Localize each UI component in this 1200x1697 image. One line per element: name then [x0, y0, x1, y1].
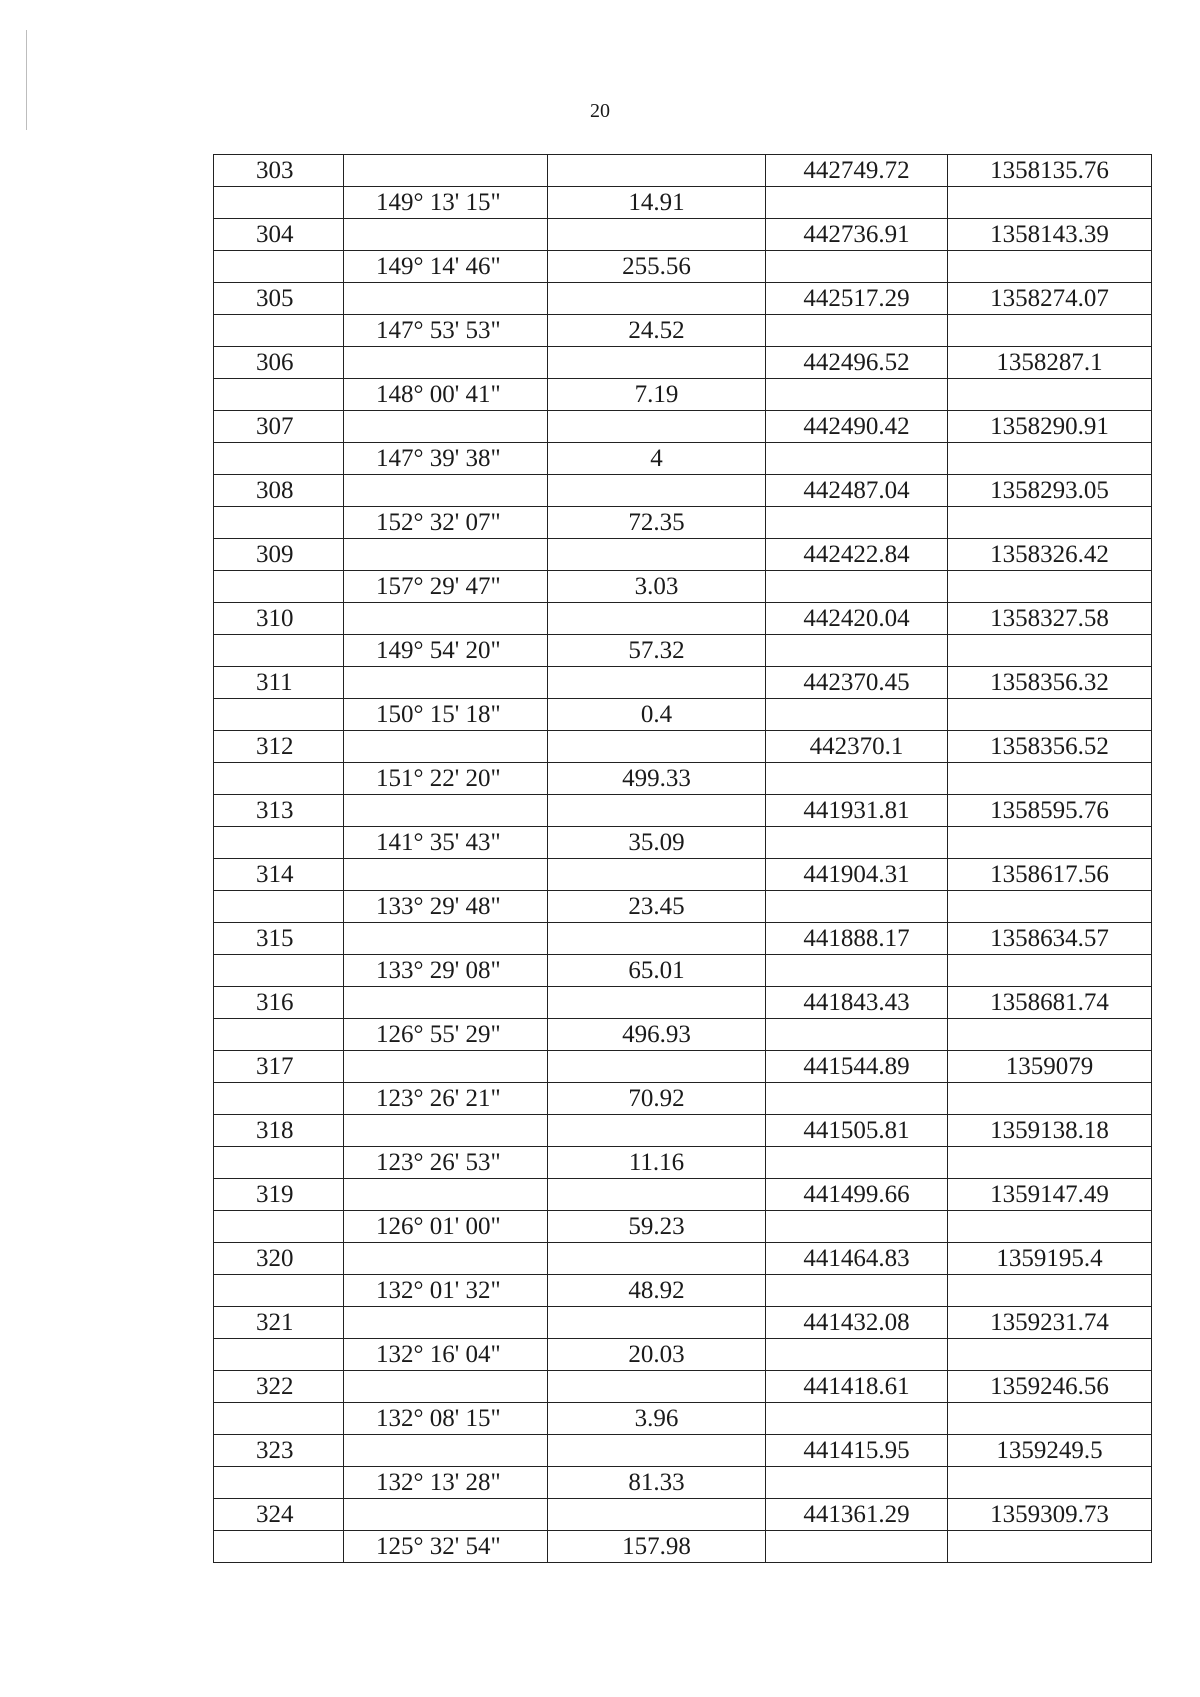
empty-cell [214, 1275, 344, 1307]
bearing-cell: 157° 29' 47" [344, 571, 548, 603]
northing-cell: 441432.08 [766, 1307, 948, 1339]
empty-cell [344, 667, 548, 699]
empty-cell [344, 795, 548, 827]
easting-cell: 1358287.1 [948, 347, 1152, 379]
empty-cell [548, 731, 766, 763]
empty-cell [766, 315, 948, 347]
line-row [214, 507, 1152, 539]
line-row [214, 1275, 1152, 1307]
line-row [214, 1019, 1152, 1051]
line-row [214, 763, 1152, 795]
distance-cell: 70.92 [548, 1083, 766, 1115]
easting-cell: 1359147.49 [948, 1179, 1152, 1211]
empty-cell [948, 1403, 1152, 1435]
point-number-cell: 304 [214, 219, 344, 251]
empty-cell [214, 443, 344, 475]
empty-cell [214, 1083, 344, 1115]
empty-cell [948, 827, 1152, 859]
empty-cell [214, 827, 344, 859]
northing-cell: 441464.83 [766, 1243, 948, 1275]
point-row [214, 859, 1152, 891]
point-number-cell: 316 [214, 987, 344, 1019]
empty-cell [766, 1147, 948, 1179]
empty-cell [548, 1307, 766, 1339]
northing-cell: 442517.29 [766, 283, 948, 315]
empty-cell [766, 1019, 948, 1051]
bearing-cell: 126° 55' 29" [344, 1019, 548, 1051]
empty-cell [948, 891, 1152, 923]
empty-cell [948, 1531, 1152, 1563]
easting-cell: 1358327.58 [948, 603, 1152, 635]
empty-cell [948, 1211, 1152, 1243]
empty-cell [766, 251, 948, 283]
empty-cell [214, 955, 344, 987]
table-body [214, 155, 1152, 1563]
empty-cell [766, 763, 948, 795]
bearing-cell: 147° 53' 53" [344, 315, 548, 347]
empty-cell [766, 1083, 948, 1115]
bearing-cell: 133° 29' 48" [344, 891, 548, 923]
line-row [214, 699, 1152, 731]
easting-cell: 1358617.56 [948, 859, 1152, 891]
point-number-cell: 315 [214, 923, 344, 955]
bearing-cell: 147° 39' 38" [344, 443, 548, 475]
survey-coordinates-table [213, 154, 1152, 1563]
point-number-cell: 324 [214, 1499, 344, 1531]
northing-cell: 442749.72 [766, 155, 948, 187]
empty-cell [948, 443, 1152, 475]
bearing-cell: 152° 32' 07" [344, 507, 548, 539]
empty-cell [766, 635, 948, 667]
empty-cell [548, 1371, 766, 1403]
northing-cell: 441505.81 [766, 1115, 948, 1147]
bearing-cell: 149° 13' 15" [344, 187, 548, 219]
easting-cell: 1358290.91 [948, 411, 1152, 443]
empty-cell [214, 1339, 344, 1371]
empty-cell [548, 475, 766, 507]
bearing-cell: 132° 08' 15" [344, 1403, 548, 1435]
northing-cell: 442370.45 [766, 667, 948, 699]
empty-cell [344, 859, 548, 891]
easting-cell: 1358634.57 [948, 923, 1152, 955]
bearing-cell: 151° 22' 20" [344, 763, 548, 795]
point-number-cell: 323 [214, 1435, 344, 1467]
bearing-cell: 132° 16' 04" [344, 1339, 548, 1371]
empty-cell [548, 155, 766, 187]
distance-cell: 3.96 [548, 1403, 766, 1435]
line-row [214, 1211, 1152, 1243]
bearing-cell: 132° 01' 32" [344, 1275, 548, 1307]
empty-cell [344, 1307, 548, 1339]
empty-cell [214, 1147, 344, 1179]
point-number-cell: 321 [214, 1307, 344, 1339]
northing-cell: 441931.81 [766, 795, 948, 827]
line-row [214, 635, 1152, 667]
empty-cell [766, 187, 948, 219]
point-number-cell: 320 [214, 1243, 344, 1275]
point-number-cell: 319 [214, 1179, 344, 1211]
empty-cell [214, 1019, 344, 1051]
line-row [214, 827, 1152, 859]
point-row [214, 347, 1152, 379]
empty-cell [344, 219, 548, 251]
empty-cell [948, 379, 1152, 411]
empty-cell [948, 1275, 1152, 1307]
easting-cell: 1358135.76 [948, 155, 1152, 187]
easting-cell: 1359195.4 [948, 1243, 1152, 1275]
bearing-cell: 123° 26' 53" [344, 1147, 548, 1179]
empty-cell [766, 955, 948, 987]
northing-cell: 442422.84 [766, 539, 948, 571]
line-row [214, 571, 1152, 603]
bearing-cell: 149° 54' 20" [344, 635, 548, 667]
empty-cell [948, 635, 1152, 667]
distance-cell: 57.32 [548, 635, 766, 667]
point-row [214, 475, 1152, 507]
empty-cell [548, 795, 766, 827]
point-number-cell: 322 [214, 1371, 344, 1403]
empty-cell [344, 731, 548, 763]
point-number-cell: 317 [214, 1051, 344, 1083]
point-number-cell: 306 [214, 347, 344, 379]
empty-cell [548, 1051, 766, 1083]
empty-cell [548, 411, 766, 443]
empty-cell [344, 1371, 548, 1403]
empty-cell [344, 283, 548, 315]
empty-cell [766, 443, 948, 475]
empty-cell [344, 155, 548, 187]
page-number: 20 [590, 100, 610, 122]
line-row [214, 1339, 1152, 1371]
empty-cell [344, 1499, 548, 1531]
empty-cell [548, 859, 766, 891]
point-number-cell: 303 [214, 155, 344, 187]
empty-cell [344, 923, 548, 955]
bearing-cell: 126° 01' 00" [344, 1211, 548, 1243]
easting-cell: 1358356.52 [948, 731, 1152, 763]
line-row [214, 1147, 1152, 1179]
line-row [214, 379, 1152, 411]
distance-cell: 48.92 [548, 1275, 766, 1307]
point-row [214, 603, 1152, 635]
empty-cell [214, 763, 344, 795]
easting-cell: 1358293.05 [948, 475, 1152, 507]
northing-cell: 442490.42 [766, 411, 948, 443]
empty-cell [766, 1275, 948, 1307]
bearing-cell: 133° 29' 08" [344, 955, 548, 987]
easting-cell: 1359246.56 [948, 1371, 1152, 1403]
distance-cell: 11.16 [548, 1147, 766, 1179]
line-row [214, 1403, 1152, 1435]
point-row [214, 219, 1152, 251]
empty-cell [344, 1243, 548, 1275]
northing-cell: 441361.29 [766, 1499, 948, 1531]
line-row [214, 315, 1152, 347]
empty-cell [344, 987, 548, 1019]
empty-cell [214, 635, 344, 667]
distance-cell: 0.4 [548, 699, 766, 731]
bearing-cell: 123° 26' 21" [344, 1083, 548, 1115]
easting-cell: 1358143.39 [948, 219, 1152, 251]
empty-cell [548, 1499, 766, 1531]
line-row [214, 251, 1152, 283]
empty-cell [948, 507, 1152, 539]
easting-cell: 1359138.18 [948, 1115, 1152, 1147]
empty-cell [214, 251, 344, 283]
empty-cell [214, 379, 344, 411]
empty-cell [766, 1531, 948, 1563]
empty-cell [344, 1179, 548, 1211]
point-number-cell: 309 [214, 539, 344, 571]
empty-cell [548, 1435, 766, 1467]
empty-cell [344, 1115, 548, 1147]
empty-cell [948, 763, 1152, 795]
point-row [214, 923, 1152, 955]
empty-cell [948, 1147, 1152, 1179]
point-row [214, 1179, 1152, 1211]
point-number-cell: 313 [214, 795, 344, 827]
empty-cell [948, 1019, 1152, 1051]
distance-cell: 59.23 [548, 1211, 766, 1243]
empty-cell [548, 539, 766, 571]
empty-cell [344, 411, 548, 443]
line-row [214, 187, 1152, 219]
empty-cell [344, 475, 548, 507]
point-row [214, 731, 1152, 763]
easting-cell: 1358595.76 [948, 795, 1152, 827]
empty-cell [214, 1211, 344, 1243]
empty-cell [214, 699, 344, 731]
distance-cell: 255.56 [548, 251, 766, 283]
empty-cell [548, 283, 766, 315]
empty-cell [766, 1467, 948, 1499]
empty-cell [214, 187, 344, 219]
distance-cell: 3.03 [548, 571, 766, 603]
distance-cell: 72.35 [548, 507, 766, 539]
point-row [214, 539, 1152, 571]
empty-cell [548, 987, 766, 1019]
distance-cell: 81.33 [548, 1467, 766, 1499]
point-number-cell: 307 [214, 411, 344, 443]
northing-cell: 441418.61 [766, 1371, 948, 1403]
easting-cell: 1358274.07 [948, 283, 1152, 315]
empty-cell [214, 891, 344, 923]
line-row [214, 1467, 1152, 1499]
point-row [214, 1243, 1152, 1275]
bearing-cell: 125° 32' 54" [344, 1531, 548, 1563]
point-row [214, 1435, 1152, 1467]
distance-cell: 496.93 [548, 1019, 766, 1051]
point-row [214, 987, 1152, 1019]
bearing-cell: 141° 35' 43" [344, 827, 548, 859]
line-row [214, 1531, 1152, 1563]
empty-cell [344, 539, 548, 571]
empty-cell [344, 603, 548, 635]
empty-cell [214, 571, 344, 603]
point-row [214, 283, 1152, 315]
empty-cell [214, 1467, 344, 1499]
point-row [214, 667, 1152, 699]
easting-cell: 1359309.73 [948, 1499, 1152, 1531]
empty-cell [548, 219, 766, 251]
empty-cell [548, 667, 766, 699]
northing-cell: 442370.1 [766, 731, 948, 763]
line-row [214, 1083, 1152, 1115]
empty-cell [766, 379, 948, 411]
distance-cell: 65.01 [548, 955, 766, 987]
empty-cell [214, 315, 344, 347]
point-row [214, 1307, 1152, 1339]
northing-cell: 441415.95 [766, 1435, 948, 1467]
empty-cell [548, 1115, 766, 1147]
empty-cell [548, 923, 766, 955]
empty-cell [766, 1211, 948, 1243]
empty-cell [214, 507, 344, 539]
empty-cell [766, 827, 948, 859]
empty-cell [948, 1083, 1152, 1115]
bearing-cell: 150° 15' 18" [344, 699, 548, 731]
easting-cell: 1359231.74 [948, 1307, 1152, 1339]
empty-cell [948, 955, 1152, 987]
easting-cell: 1358356.32 [948, 667, 1152, 699]
point-number-cell: 308 [214, 475, 344, 507]
point-row [214, 795, 1152, 827]
easting-cell: 1358681.74 [948, 987, 1152, 1019]
empty-cell [948, 699, 1152, 731]
point-row [214, 1115, 1152, 1147]
northing-cell: 442496.52 [766, 347, 948, 379]
point-number-cell: 311 [214, 667, 344, 699]
bearing-cell: 132° 13' 28" [344, 1467, 548, 1499]
easting-cell: 1358326.42 [948, 539, 1152, 571]
empty-cell [948, 315, 1152, 347]
bearing-cell: 148° 00' 41" [344, 379, 548, 411]
point-row [214, 1499, 1152, 1531]
distance-cell: 24.52 [548, 315, 766, 347]
northing-cell: 441544.89 [766, 1051, 948, 1083]
empty-cell [548, 1243, 766, 1275]
empty-cell [344, 1435, 548, 1467]
empty-cell [948, 251, 1152, 283]
empty-cell [766, 699, 948, 731]
distance-cell: 157.98 [548, 1531, 766, 1563]
empty-cell [948, 1339, 1152, 1371]
northing-cell: 442736.91 [766, 219, 948, 251]
northing-cell: 441904.31 [766, 859, 948, 891]
bearing-cell: 149° 14' 46" [344, 251, 548, 283]
empty-cell [548, 347, 766, 379]
easting-cell: 1359249.5 [948, 1435, 1152, 1467]
empty-cell [344, 347, 548, 379]
northing-cell: 441499.66 [766, 1179, 948, 1211]
northing-cell: 442487.04 [766, 475, 948, 507]
empty-cell [548, 1179, 766, 1211]
empty-cell [766, 571, 948, 603]
distance-cell: 4 [548, 443, 766, 475]
empty-cell [548, 603, 766, 635]
empty-cell [766, 1339, 948, 1371]
line-row [214, 891, 1152, 923]
empty-cell [766, 1403, 948, 1435]
distance-cell: 499.33 [548, 763, 766, 795]
empty-cell [948, 187, 1152, 219]
point-number-cell: 305 [214, 283, 344, 315]
distance-cell: 20.03 [548, 1339, 766, 1371]
northing-cell: 441888.17 [766, 923, 948, 955]
point-number-cell: 310 [214, 603, 344, 635]
distance-cell: 7.19 [548, 379, 766, 411]
line-row [214, 955, 1152, 987]
point-number-cell: 312 [214, 731, 344, 763]
point-row [214, 1051, 1152, 1083]
point-number-cell: 314 [214, 859, 344, 891]
distance-cell: 14.91 [548, 187, 766, 219]
distance-cell: 23.45 [548, 891, 766, 923]
northing-cell: 441843.43 [766, 987, 948, 1019]
northing-cell: 442420.04 [766, 603, 948, 635]
point-row [214, 1371, 1152, 1403]
point-number-cell: 318 [214, 1115, 344, 1147]
empty-cell [766, 507, 948, 539]
empty-cell [214, 1531, 344, 1563]
easting-cell: 1359079 [948, 1051, 1152, 1083]
empty-cell [344, 1051, 548, 1083]
empty-cell [948, 1467, 1152, 1499]
empty-cell [214, 1403, 344, 1435]
empty-cell [766, 891, 948, 923]
distance-cell: 35.09 [548, 827, 766, 859]
point-row [214, 155, 1152, 187]
empty-cell [948, 571, 1152, 603]
point-row [214, 411, 1152, 443]
line-row [214, 443, 1152, 475]
